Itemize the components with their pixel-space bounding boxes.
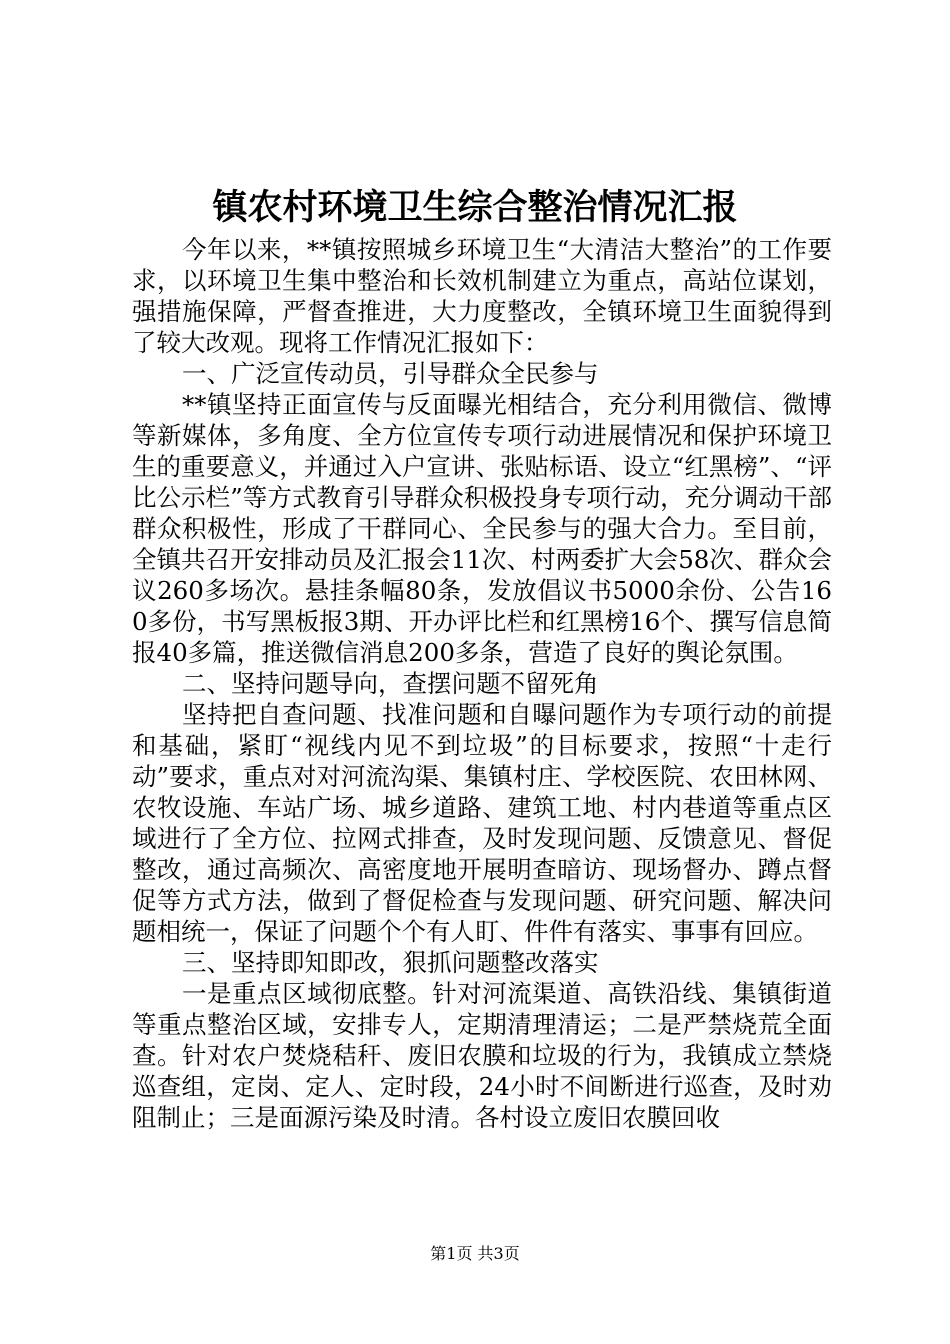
section-heading-3: 三、坚持即知即改，狠抓问题整改落实 xyxy=(182,948,599,977)
section-heading-1: 一、广泛宣传动员，引导群众全民参与 xyxy=(182,359,599,388)
section-3-paragraph: 一是重点区域彻底整。针对河流渠道、高铁沿线、集镇街道等重点整治区域，安排专人，定期清理清运；二是严禁烧荒全面查。针对农户焚烧秸秆、废旧农膜和垃圾的行为，我镇成立禁烧巡查组，定岗、定人、定时段，24小时不间断进行巡查，及时劝阻制止；三是面源污染及时清。各村设立废旧农膜回收 xyxy=(132,979,832,1132)
intro-paragraph: 今年以来，**镇按照城乡环境卫生“大清洁大整治”的工作要求，以环境卫生集中整治和长效机制建立为重点，高站位谋划，强措施保障，严督查推进，大力度整改，全镇环境卫生面貌得到了较大改观。现将工作情况汇报如下： xyxy=(132,235,832,357)
section-1-paragraph: **镇坚持正面宣传与反面曝光相结合，充分利用微信、微博等新媒体，多角度、全方位宣传专项行动进展情况和保护环境卫生的重要意义，并通过入户宣讲、张贴标语、设立“红黑榜”、“评比公示栏”等方式教育引导群众积极投身专项行动，充分调动干部群众积极性，形成了干群同心、全民参与的强大合力。至目前，全镇共召开安排动员及汇报会11次、村两委扩大会58次、群众会议260多场次。悬挂条幅80条，发放倡议书5000余份、公告160多份，书写黑板报3期、开办评比栏和红黑榜16个、撰写信息简报40多篇，推送微信消息200多条，营造了良好的舆论氛围。 xyxy=(132,390,832,667)
page-number-footer: 第1页 共3页 xyxy=(430,1244,520,1263)
section-heading-2: 二、坚持问题导向，查摆问题不留死角 xyxy=(182,669,599,698)
document-title: 镇农村环境卫生综合整治情况汇报 xyxy=(212,187,738,228)
section-2-paragraph: 坚持把自查问题、找准问题和自曝问题作为专项行动的前提和基础，紧盯“视线内见不到垃圾”的目标要求，按照“十走行动”要求，重点对对河流沟渠、集镇村庄、学校医院、农田林网、农牧设施、车站广场、城乡道路、建筑工地、村内巷道等重点区域进行了全方位、拉网式排查，及时发现问题、反馈意见、督促整改，通过高频次、高密度地开展明查暗访、现场督办、蹲点督促等方式方法，做到了督促检查与发现问题、研究问题、解决问题相统一，保证了问题个个有人盯、件件有落实、事事有回应。 xyxy=(132,700,832,946)
document-body xyxy=(132,234,832,1133)
